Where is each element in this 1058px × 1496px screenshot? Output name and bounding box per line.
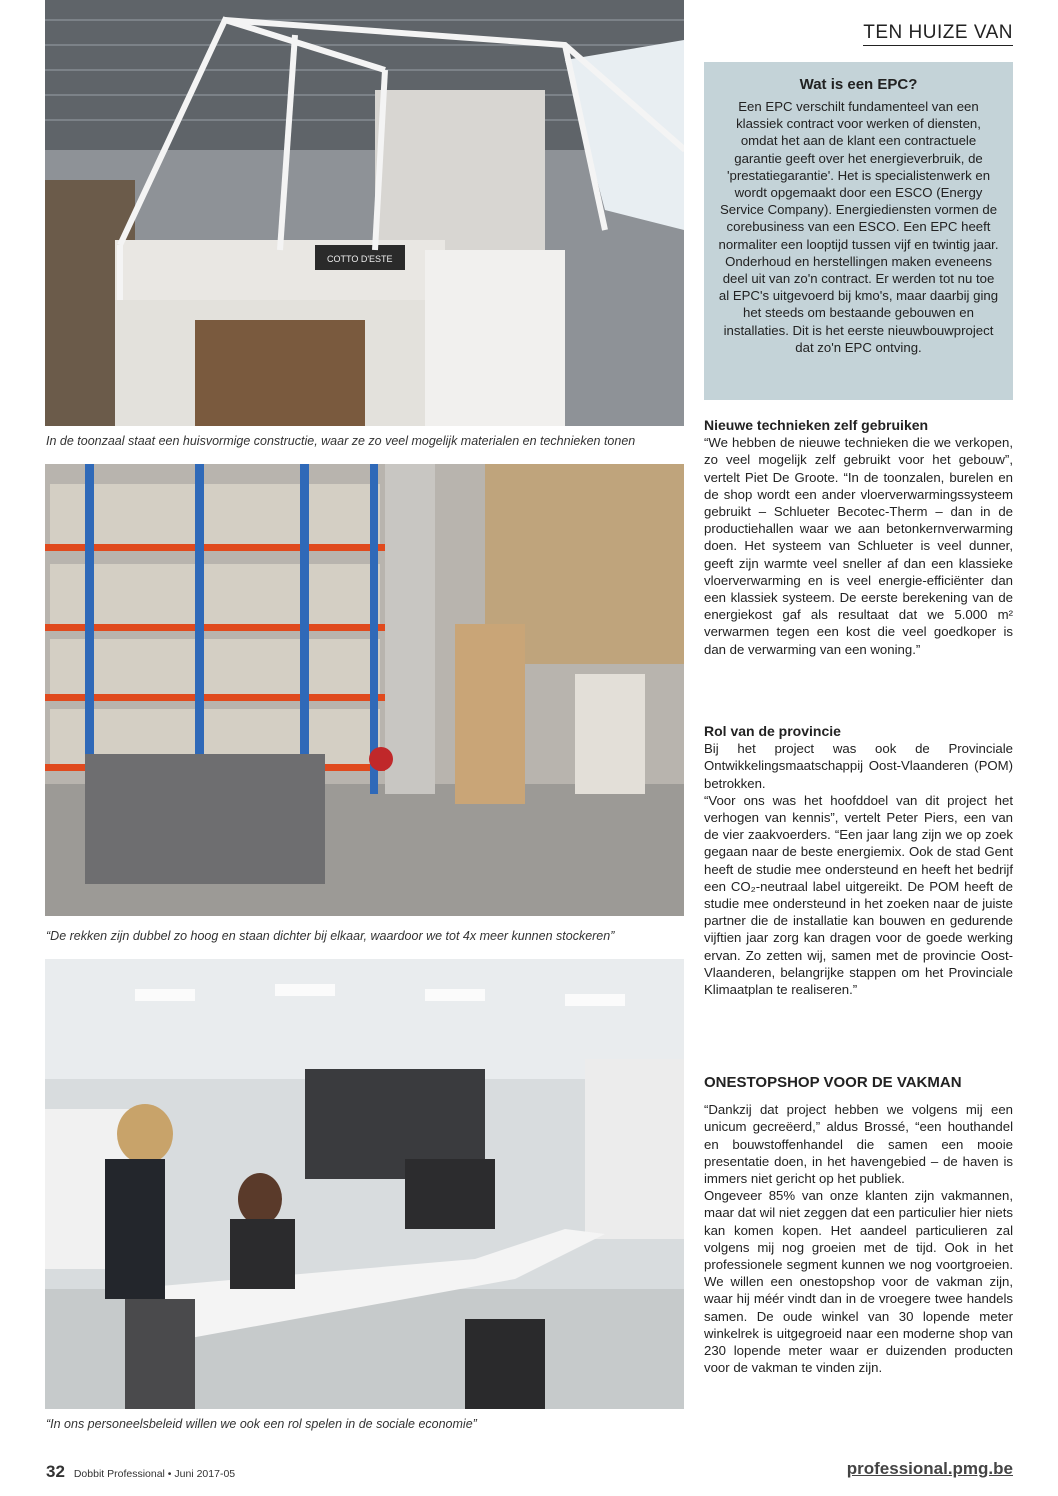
office-caption: “In ons personeelsbeleid willen we ook een rol spelen in de sociale economie” xyxy=(46,1417,477,1431)
website-link[interactable]: professional.pmg.be xyxy=(846,1459,1013,1478)
paragraph: “Dankzij dat project hebben we volgens mij een unicum gecreëerd,” aldus Brossé, “een houthandel en bouwstoffenhandel die samen een mooie presentatie doen, in het havengebied – de haven is immers niet gericht op het publiek. xyxy=(704,1102,1013,1187)
section-header: TEN HUIZE VAN xyxy=(863,22,1013,46)
warehouse-photo xyxy=(45,464,684,916)
epc-info-box xyxy=(704,62,1013,400)
brand-sign-text: COTTO D'ESTE xyxy=(327,254,393,264)
page-number: 32 xyxy=(46,1462,65,1481)
article-section-techniques xyxy=(704,417,1013,658)
article-section-onestopshop xyxy=(704,1074,1013,1376)
warehouse-caption: “De rekken zijn dubbel zo hoog en staan dichter bij elkaar, waardoor we tot 4x meer kunnen stockeren” xyxy=(46,929,615,943)
page-footer xyxy=(46,1462,235,1482)
section-title-techniques: Nieuwe technieken zelf gebruiken xyxy=(704,417,929,433)
paragraph: Bij het project was ook de Provinciale Ontwikkelingsmaatschappij Oost-Vlaanderen (POM) betrokken. xyxy=(704,741,1013,791)
paragraph: “We hebben de nieuwe technieken die we verkopen, zo veel mogelijk zelf gebruikt voor het gebouw”, vertelt Piet De Groote. “In de toonzalen, burelen en de shop wordt een ander vloerverwarmingssysteem gebruikt – Schlueter Becotec-Therm – dan in de productiehallen waar we aan betonkernverwarming doen. Het systeem van Schlueter is veel dunner, geeft zijn warmte veel sneller af dan een klassieke vloerverwarming en is veel energie-efficiënter dan een klassiek systeem. De eerste berekening van de energiekost gaf als resultaat dat we 5.000 m² verwarmen tegen een kost die veel goedkoper is dan de verwarming van een woning.” xyxy=(704,435,1013,657)
showroom-caption: In de toonzaal staat een huisvormige constructie, waar ze zo veel mogelijk materialen en technieken tonen xyxy=(46,434,636,448)
showroom-photo xyxy=(45,0,684,426)
section-title-province: Rol van de provincie xyxy=(704,723,841,739)
paragraph: Ongeveer 85% van onze klanten zijn vakmannen, maar dat wil niet zeggen dat een particulier hier niets kan komen kopen. Het aandeel particulieren zal volgens mij nog groeien met de tijd. Ook in het professionele segment kunnen we nog voortgroeien. We willen een onestopshop voor de vakman zijn, waar hij méér vindt dan in de vroegere twee handels samen. De oude winkel van 30 lopende meter winkelrek is uitgegroeid naar een moderne shop van 230 lopende meter waar er duizenden producten voor de vakman te vinden zijn. xyxy=(704,1188,1013,1376)
epc-info-body: Een EPC verschilt fundamenteel van een klassiek contract voor werken of diensten, omdat het aan de klant een contractuele garantie geeft over het energieverbruik, de 'prestatiegarantie'. Het is specialistenwerk en wordt opgemaakt door een ESCO (Energy Service Company). Energiediensten vormen de corebusiness van een ESCO. Een EPC heeft normaliter een looptijd tussen vijf en twintig jaar. Onderhoud en herstellingen maken eveneens deel uit van zo'n contract. Er werden tot nu toe al EPC's uitgevoerd bij kmo's, maar daarbij ging het steeds om bestaande gebouwen en installaties. Dit is het eerste nieuwbouwproject dat zo'n EPC ontving. xyxy=(718,99,999,355)
epc-info-title: Wat is een EPC? xyxy=(799,76,918,93)
article-section-province xyxy=(704,723,1013,998)
paragraph: “Voor ons was het hoofddoel van dit project het verhogen van kennis”, vertelt Peter Piers, een van de vier zaakvoerders. “Een jaar lang zijn we op zoek gegaan naar de beste energiemix. Ook de stad Gent heeft de studie mee ondersteund en heeft het bedrijf een CO₂-neutraal label uitgereikt. De POM heeft de studie mee ondersteund in het zoeken naar de juiste partner die de installatie kan bouwen en gedurende vijftien jaar zorg kan dragen voor de goede werking ervan. Zo zetten wij, samen met de provincie Oost-Vlaanderen, belangrijke stappen om het Provinciale Klimaatplan te realiseren.” xyxy=(704,792,1013,998)
publication-name: Dobbit Professional • Juni 2017-05 xyxy=(73,1468,236,1480)
section-title-onestopshop: ONESTOPSHOP VOOR DE VAKMAN xyxy=(704,1074,962,1091)
office-photo xyxy=(45,959,684,1409)
